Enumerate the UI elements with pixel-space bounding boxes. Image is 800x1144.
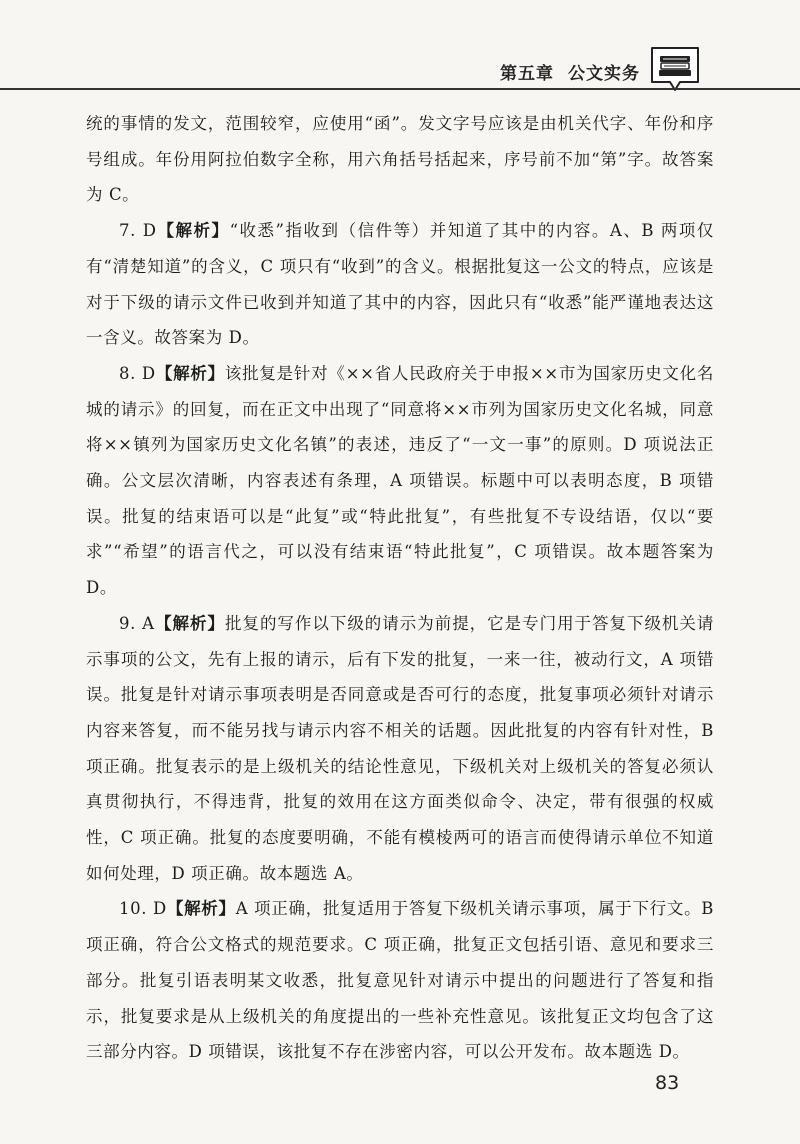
answer-paragraph-7 bbox=[86, 213, 714, 356]
page-number: 83 bbox=[655, 1072, 680, 1094]
paragraph-text: A 项正确，批复适用于答复下级机关请示事项，属于下行文。B 项正确，符合公文格式的规范要求。C 项正确，批复正文包括引语、意见和要求三部分。批复引语表明某文收悉，批复意见针对请示中提出的问题进行了答复和指示，批复要求是从上级机关的角度提出的一些补充性意见。该批复正文均包含了这三部分内容。D 项错误，该批复不存在涉密内容，可以公开发布。故本题选 D。 bbox=[86, 899, 714, 1062]
question-number: 8. D bbox=[119, 363, 156, 383]
answer-paragraph-10 bbox=[86, 891, 714, 1070]
answer-paragraph-9 bbox=[86, 606, 714, 892]
paragraph-text: 该批复是针对《××省人民政府关于申报××市为国家历史文化名城的请示》的回复，而在正文中出现了“同意将××市列为国家历史文化名城，同意将××镇列为国家历史文化名镇”的表述，违反了“一文一事”的原则。D 项说法正确。公文层次清晰，内容表述有条理，A 项错误。标题中可以表明态度，B 项错误。批复的结束语可以是“此复”或“特此批复”，有些批复不专设结语，仅以“要求”“希望”的语言代之，可以没有结束语“特此批复”，C 项错误。故本题答案为 D。 bbox=[86, 363, 714, 598]
question-number: 9. A bbox=[119, 613, 155, 633]
body-text bbox=[86, 106, 714, 1070]
question-number: 7. D bbox=[119, 221, 157, 241]
analysis-tag: 【解析】 bbox=[156, 221, 230, 241]
analysis-tag: 【解析】 bbox=[154, 613, 225, 633]
answer-paragraph-8 bbox=[86, 356, 714, 606]
question-number: 10. D bbox=[119, 899, 167, 919]
paragraph-text: 统的事情的发文，范围较窄，应使用“函”。发文字号应该是由机关代字、年份和序号组成。年份用阿拉伯数字全称，用六角括号括起来，序号前不加“第”字。故答案为 C。 bbox=[86, 114, 714, 205]
chapter-label: 第五章 bbox=[500, 64, 554, 84]
header-rule bbox=[0, 88, 800, 90]
paragraph-text: “收悉”指收到（信件等）并知道了其中的内容。A、B 两项仅有“清楚知道”的含义，C 项只有“收到”的含义。根据批复这一公文的特点，应该是对于下级的请示文件已收到并知道了其中的内容，因此只有“收悉”能严谨地表达这一含义。故答案为 D。 bbox=[86, 221, 714, 348]
analysis-tag: 【解析】 bbox=[155, 363, 225, 383]
running-head bbox=[500, 59, 640, 84]
analysis-tag: 【解析】 bbox=[166, 899, 236, 919]
section-label: 公文实务 bbox=[568, 64, 640, 84]
paragraph-continued bbox=[86, 106, 714, 213]
page-header bbox=[0, 0, 800, 100]
paragraph-text: 批复的写作以下级的请示为前提，它是专门用于答复下级机关请示事项的公文，先有上报的请示，后有下发的批复，一来一往，被动行文，A 项错误。批复是针对请示事项表明是否同意或是否可行的态度，批复事项必须针对请示内容来答复，而不能另找与请示内容不相关的话题。因此批复的内容有针对性，B 项正确。批复表示的是上级机关的结论性意见，下级机关对上级机关的答复必须认真贯彻执行，不得违背，批复的效用在这方面类似命令、决定，带有很强的权威性，C 项正确。批复的态度要明确，不能有模棱两可的语言而使得请示单位不知道如何处理，D 项正确。故本题选 A。 bbox=[86, 613, 714, 883]
